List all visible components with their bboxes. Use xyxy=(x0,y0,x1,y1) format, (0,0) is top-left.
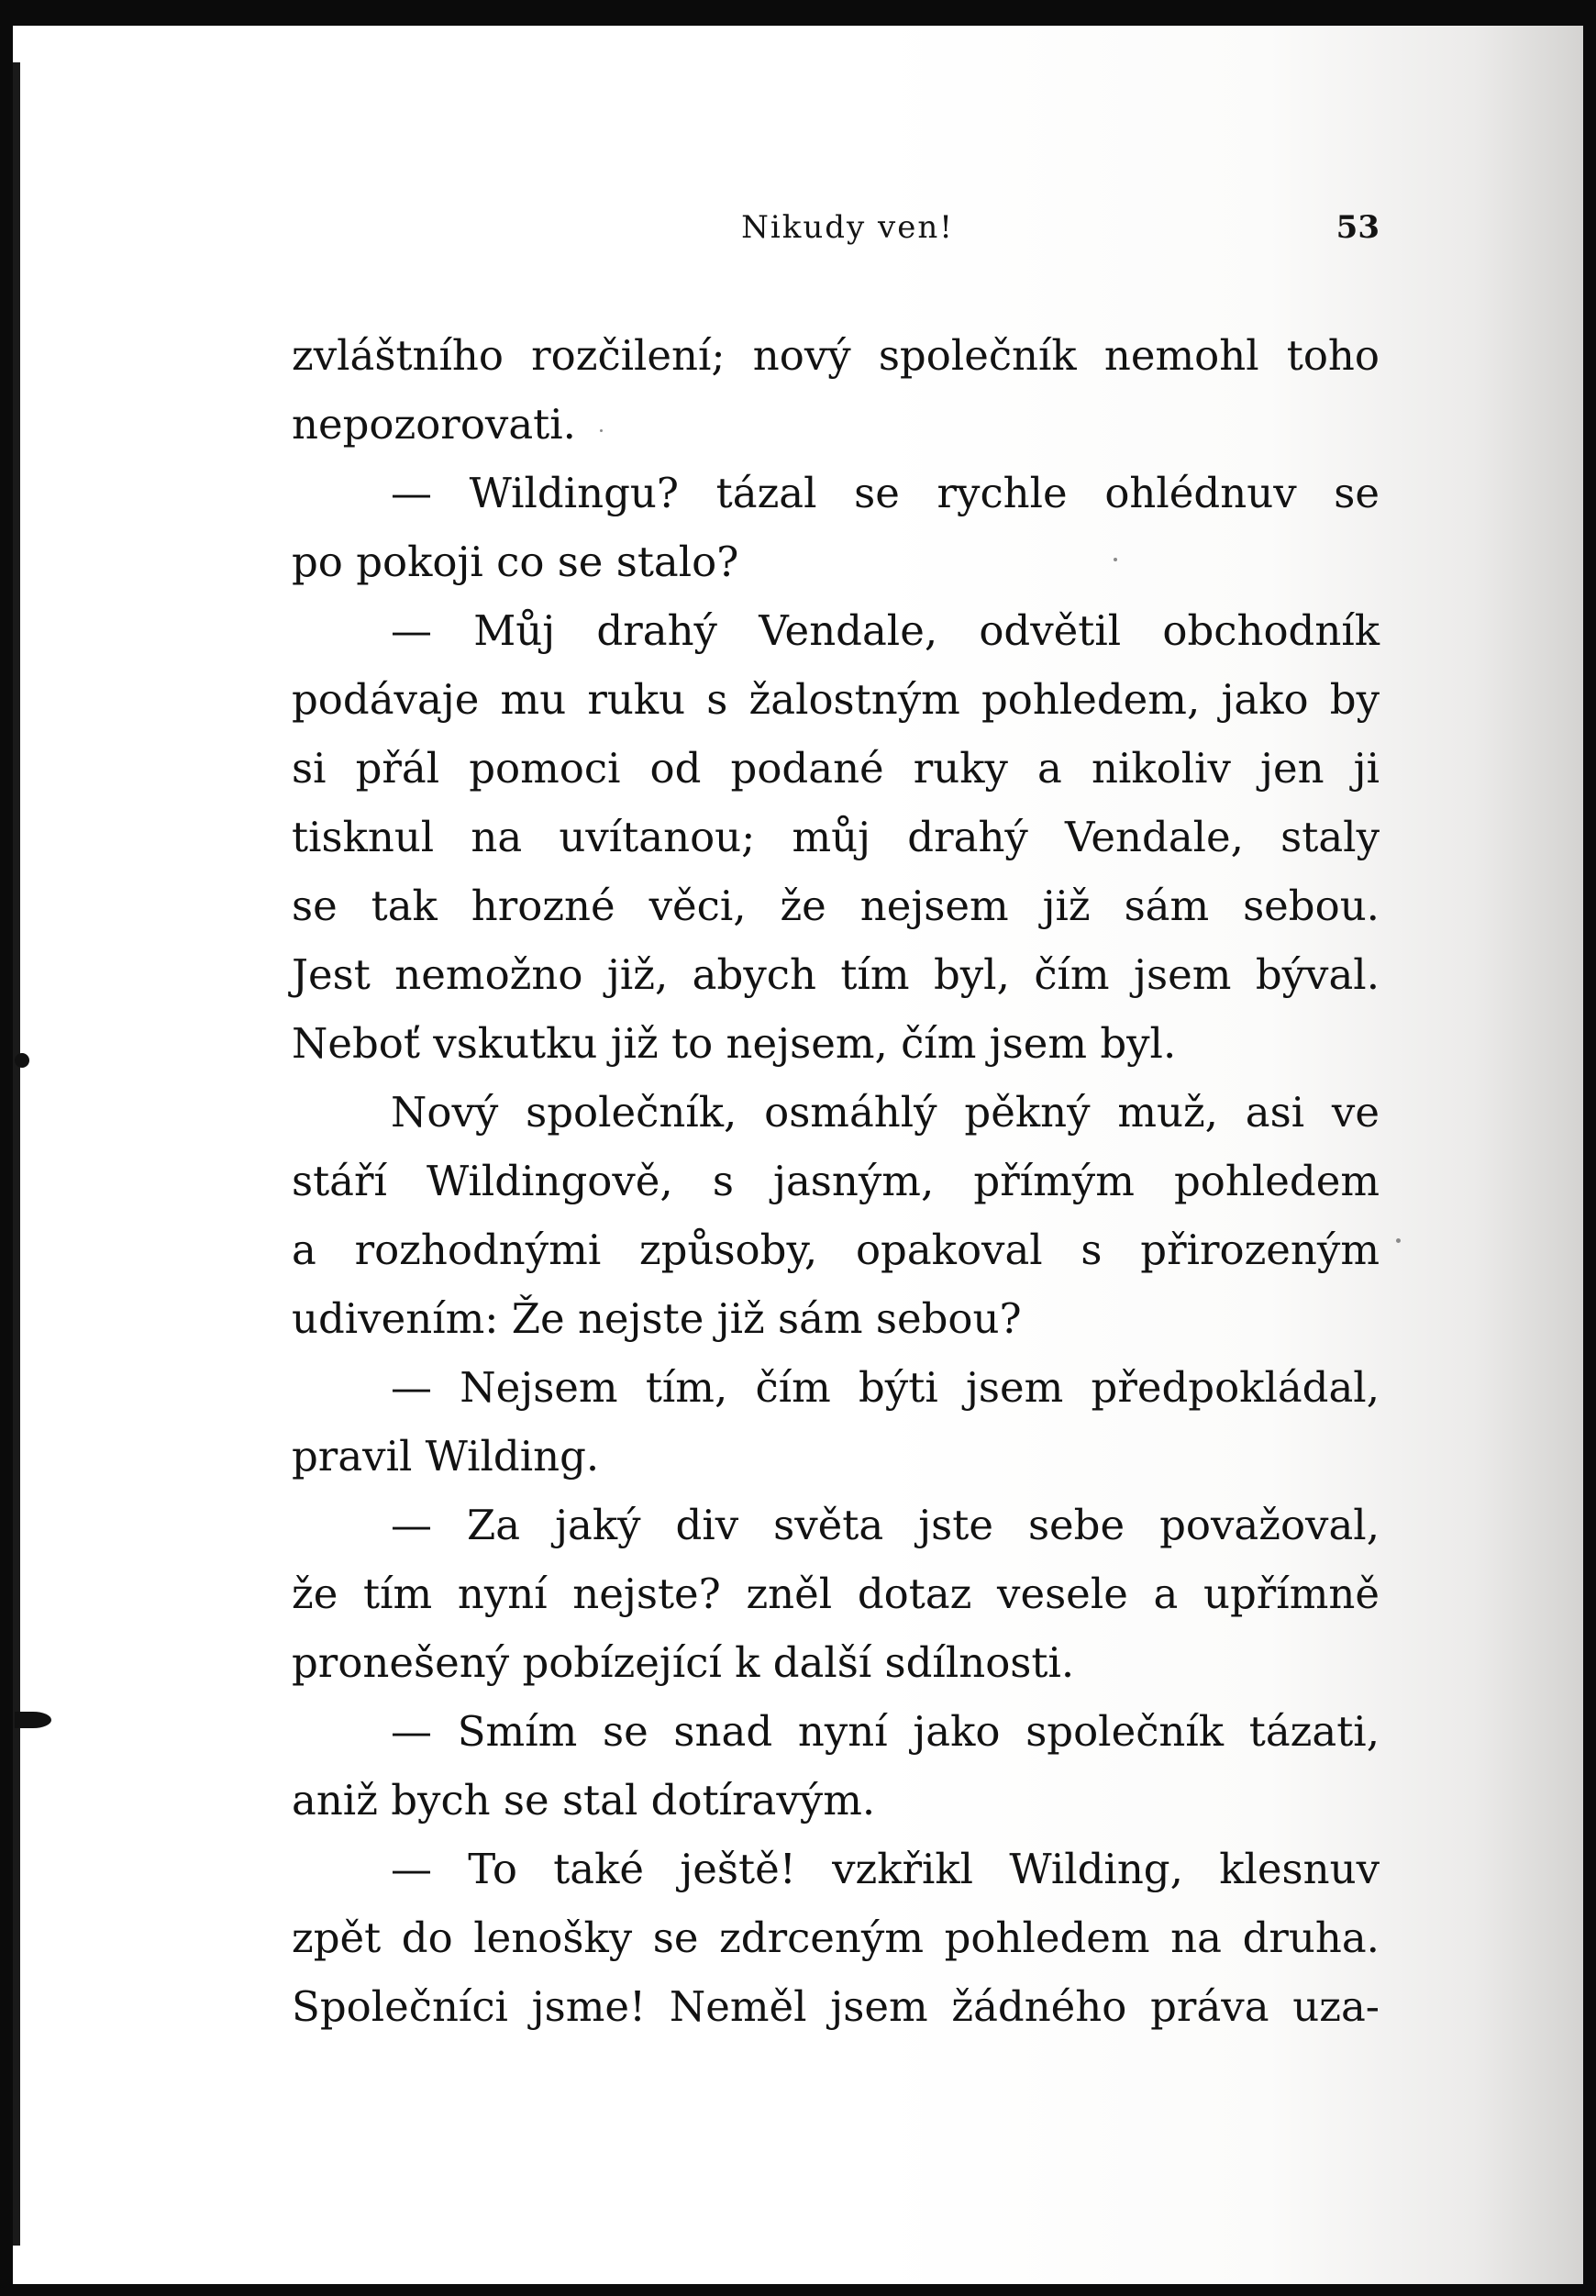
text-line: — Nejsem tím, čím býti jsem předpokládal, xyxy=(391,1363,1380,1412)
text-line: Neboť vskutku již to nejsem, čím jsem byl. xyxy=(292,1019,1177,1068)
book-page xyxy=(13,26,1583,2284)
page-binding-edge xyxy=(13,62,20,2246)
text-line: tisknul na uvítanou; můj drahý Vendale, staly xyxy=(292,813,1380,861)
text-line: — Za jaký div světa jste sebe považoval, xyxy=(391,1501,1380,1549)
text-line: se tak hrozné věci, že nejsem již sám sebou. xyxy=(292,882,1380,930)
text-line: — Smím se snad nyní jako společník tázati, xyxy=(391,1707,1380,1756)
binding-mark xyxy=(15,1053,29,1068)
text-line: Nový společník, osmáhlý pěkný muž, asi ve xyxy=(391,1088,1380,1137)
text-line: a rozhodnými způsoby, opakoval s přirozeným xyxy=(292,1226,1380,1274)
text-line: — Wildingu? tázal se rychle ohlédnuv se xyxy=(391,469,1380,517)
text-line: — Můj drahý Vendale, odvětil obchodník xyxy=(391,606,1380,655)
text-line: zvláštního rozčilení; nový společník nemohl toho xyxy=(292,331,1380,380)
body-text xyxy=(292,321,1380,2041)
text-line: po pokoji co se stalo? xyxy=(292,538,739,586)
running-title: Nikudy ven! xyxy=(741,209,954,246)
running-head xyxy=(279,209,1380,255)
text-line: Jest nemožno již, abych tím byl, čím jsem býval. xyxy=(292,950,1380,999)
text-line: zpět do lenošky se zdrceným pohledem na druha. xyxy=(292,1913,1380,1962)
binding-mark xyxy=(15,1712,51,1728)
text-line: — To také ještě! vzkřikl Wilding, klesnuv xyxy=(391,1845,1380,1893)
text-line: pravil Wilding. xyxy=(292,1432,600,1481)
paper-speck xyxy=(1396,1238,1401,1243)
text-line: udivením: Že nejste již sám sebou? xyxy=(292,1294,1022,1343)
text-line: podávaje mu ruku s žalostným pohledem, jako by xyxy=(292,675,1380,724)
page-number: 53 xyxy=(1336,209,1380,246)
text-line: že tím nyní nejste? zněl dotaz vesele a upřímně xyxy=(292,1569,1380,1618)
text-line: si přál pomoci od podané ruky a nikoliv jen ji xyxy=(292,744,1380,793)
text-line: aniž bych se stal dotíravým. xyxy=(292,1776,876,1825)
text-line: stáří Wildingově, s jasným, přímým pohledem xyxy=(292,1157,1380,1205)
text-line: nepozorovati. xyxy=(292,400,576,449)
text-line: pronešený pobízející k další sdílnosti. xyxy=(292,1638,1075,1687)
text-line: Společníci jsme! Neměl jsem žádného práva uza- xyxy=(292,1982,1380,2031)
